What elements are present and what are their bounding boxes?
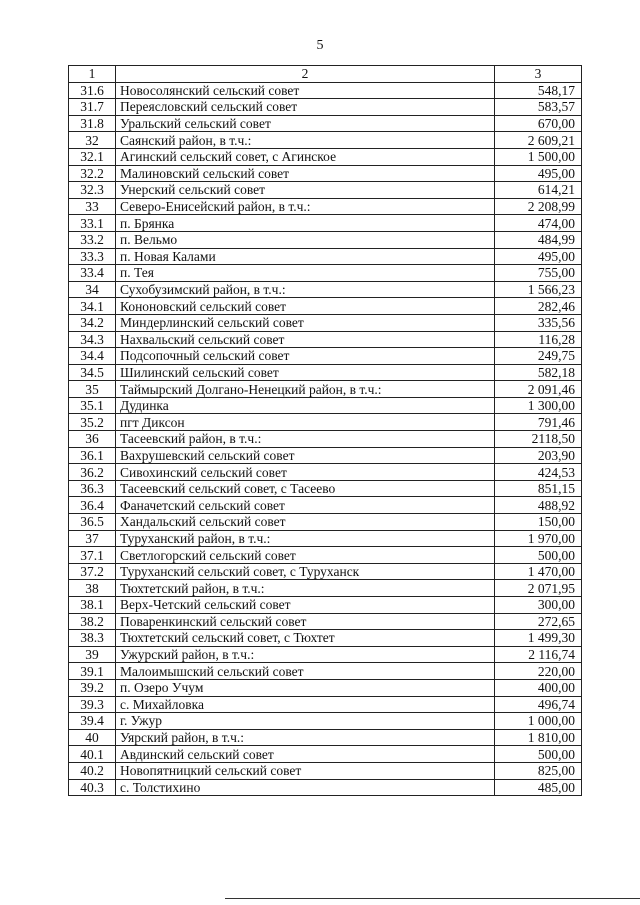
row-name: Авдинский сельский совет <box>116 746 495 763</box>
table-row <box>69 646 582 663</box>
row-value: 496,74 <box>495 696 582 713</box>
row-value: 500,00 <box>495 547 582 564</box>
row-value: 1 970,00 <box>495 530 582 547</box>
row-value: 203,90 <box>495 447 582 464</box>
row-value: 791,46 <box>495 414 582 431</box>
row-name: п. Брянка <box>116 215 495 232</box>
row-name: Фаначетский сельский совет <box>116 497 495 514</box>
table-row <box>69 480 582 497</box>
table-row <box>69 82 582 99</box>
row-value: 1 499,30 <box>495 630 582 647</box>
row-number: 34.5 <box>69 364 116 381</box>
row-number: 38.3 <box>69 630 116 647</box>
row-name: Тасеевский сельский совет, с Тасеево <box>116 480 495 497</box>
row-name: Тюхтетский сельский совет, с Тюхтет <box>116 630 495 647</box>
row-number: 36.5 <box>69 514 116 531</box>
table-row <box>69 115 582 132</box>
row-number: 39.2 <box>69 679 116 696</box>
table-row <box>69 580 582 597</box>
table-row <box>69 397 582 414</box>
row-value: 1 470,00 <box>495 563 582 580</box>
row-name: п. Вельмо <box>116 231 495 248</box>
row-number: 40.3 <box>69 779 116 796</box>
row-value: 272,65 <box>495 613 582 630</box>
table-row <box>69 132 582 149</box>
table-row <box>69 364 582 381</box>
row-value: 1 300,00 <box>495 397 582 414</box>
row-number: 32.2 <box>69 165 116 182</box>
row-number: 34.2 <box>69 314 116 331</box>
row-name: Уральский сельский совет <box>116 115 495 132</box>
row-value: 2 071,95 <box>495 580 582 597</box>
row-name: пгт Диксон <box>116 414 495 431</box>
row-number: 40 <box>69 729 116 746</box>
row-name: Малоимышский сельский совет <box>116 663 495 680</box>
row-name: Новосолянский сельский совет <box>116 82 495 99</box>
table-row <box>69 729 582 746</box>
table-row <box>69 630 582 647</box>
table-row <box>69 314 582 331</box>
table-row <box>69 348 582 365</box>
page-bottom-rule <box>225 898 640 899</box>
table-row <box>69 148 582 165</box>
budget-table <box>68 65 582 796</box>
row-number: 40.2 <box>69 762 116 779</box>
row-value: 474,00 <box>495 215 582 232</box>
row-value: 614,21 <box>495 182 582 199</box>
row-number: 36 <box>69 431 116 448</box>
row-number: 36.1 <box>69 447 116 464</box>
row-name: Тасеевский район, в т.ч.: <box>116 431 495 448</box>
table-row <box>69 165 582 182</box>
table-row <box>69 514 582 531</box>
row-number: 38.2 <box>69 613 116 630</box>
row-name: г. Ужур <box>116 713 495 730</box>
row-value: 1 500,00 <box>495 148 582 165</box>
row-number: 36.3 <box>69 480 116 497</box>
table-row <box>69 547 582 564</box>
row-value: 2 208,99 <box>495 198 582 215</box>
table-row <box>69 431 582 448</box>
row-name: Ужурский район, в т.ч.: <box>116 646 495 663</box>
row-name: Шилинский сельский совет <box>116 364 495 381</box>
table-row <box>69 447 582 464</box>
row-name: Дудинка <box>116 397 495 414</box>
row-number: 38 <box>69 580 116 597</box>
row-value: 2 091,46 <box>495 381 582 398</box>
row-number: 32.3 <box>69 182 116 199</box>
header-col-1: 1 <box>69 66 116 83</box>
row-value: 1 810,00 <box>495 729 582 746</box>
row-value: 335,56 <box>495 314 582 331</box>
row-number: 33.3 <box>69 248 116 265</box>
row-value: 249,75 <box>495 348 582 365</box>
row-name: п. Озеро Учум <box>116 679 495 696</box>
row-name: с. Толстихино <box>116 779 495 796</box>
row-number: 34.4 <box>69 348 116 365</box>
row-name: Хандальский сельский совет <box>116 514 495 531</box>
row-number: 33.2 <box>69 231 116 248</box>
row-value: 424,53 <box>495 464 582 481</box>
table-row <box>69 746 582 763</box>
table-row <box>69 613 582 630</box>
row-value: 116,28 <box>495 331 582 348</box>
row-name: Сухобузимский район, в т.ч.: <box>116 281 495 298</box>
table-row <box>69 779 582 796</box>
row-name: Верх-Четский сельский совет <box>116 597 495 614</box>
row-name: Малиновский сельский совет <box>116 165 495 182</box>
table-row <box>69 414 582 431</box>
row-name: Сивохинский сельский совет <box>116 464 495 481</box>
row-value: 400,00 <box>495 679 582 696</box>
row-number: 33.4 <box>69 265 116 282</box>
row-name: Уярский район, в т.ч.: <box>116 729 495 746</box>
row-value: 150,00 <box>495 514 582 531</box>
row-name: Поваренкинский сельский совет <box>116 613 495 630</box>
row-value: 670,00 <box>495 115 582 132</box>
row-number: 34 <box>69 281 116 298</box>
table-row <box>69 663 582 680</box>
row-name: с. Михайловка <box>116 696 495 713</box>
row-name: Светлогорский сельский совет <box>116 547 495 564</box>
table-row <box>69 563 582 580</box>
row-value: 582,18 <box>495 364 582 381</box>
row-value: 495,00 <box>495 248 582 265</box>
row-name: Северо-Енисейский район, в т.ч.: <box>116 198 495 215</box>
table-row <box>69 713 582 730</box>
table-row <box>69 265 582 282</box>
row-value: 484,99 <box>495 231 582 248</box>
table-row <box>69 679 582 696</box>
row-name: Вахрушевский сельский совет <box>116 447 495 464</box>
row-name: Новопятницкий сельский совет <box>116 762 495 779</box>
row-name: Агинский сельский совет, с Агинское <box>116 148 495 165</box>
row-name: Тюхтетский район, в т.ч.: <box>116 580 495 597</box>
row-name: Унерский сельский совет <box>116 182 495 199</box>
header-col-3: 3 <box>495 66 582 83</box>
table-row <box>69 281 582 298</box>
table-row <box>69 182 582 199</box>
row-value: 2 609,21 <box>495 132 582 149</box>
row-number: 39 <box>69 646 116 663</box>
row-number: 35 <box>69 381 116 398</box>
row-number: 37 <box>69 530 116 547</box>
row-number: 35.2 <box>69 414 116 431</box>
table-row <box>69 231 582 248</box>
row-value: 495,00 <box>495 165 582 182</box>
row-name: Переясловский сельский совет <box>116 99 495 116</box>
table-row <box>69 331 582 348</box>
row-number: 39.1 <box>69 663 116 680</box>
row-number: 40.1 <box>69 746 116 763</box>
row-value: 282,46 <box>495 298 582 315</box>
row-number: 32.1 <box>69 148 116 165</box>
row-number: 39.4 <box>69 713 116 730</box>
table-row <box>69 248 582 265</box>
row-name: п. Тея <box>116 265 495 282</box>
table-row <box>69 497 582 514</box>
row-value: 300,00 <box>495 597 582 614</box>
table-row <box>69 696 582 713</box>
row-number: 34.3 <box>69 331 116 348</box>
row-number: 37.2 <box>69 563 116 580</box>
row-number: 33 <box>69 198 116 215</box>
row-number: 36.2 <box>69 464 116 481</box>
row-name: п. Новая Калами <box>116 248 495 265</box>
table-row <box>69 530 582 547</box>
table-row <box>69 762 582 779</box>
table-row <box>69 198 582 215</box>
table-body <box>69 82 582 796</box>
row-value: 2118,50 <box>495 431 582 448</box>
row-number: 35.1 <box>69 397 116 414</box>
table-row <box>69 215 582 232</box>
row-value: 2 116,74 <box>495 646 582 663</box>
table-row <box>69 464 582 481</box>
row-value: 500,00 <box>495 746 582 763</box>
row-value: 851,15 <box>495 480 582 497</box>
table-header-row <box>69 66 582 83</box>
page-number: 5 <box>316 38 324 53</box>
table-row <box>69 298 582 315</box>
row-number: 32 <box>69 132 116 149</box>
header-col-2: 2 <box>116 66 495 83</box>
row-value: 1 000,00 <box>495 713 582 730</box>
table-row <box>69 597 582 614</box>
row-number: 31.6 <box>69 82 116 99</box>
row-number: 39.3 <box>69 696 116 713</box>
row-number: 36.4 <box>69 497 116 514</box>
row-number: 31.7 <box>69 99 116 116</box>
row-name: Саянский район, в т.ч.: <box>116 132 495 149</box>
row-number: 38.1 <box>69 597 116 614</box>
row-number: 31.8 <box>69 115 116 132</box>
row-value: 825,00 <box>495 762 582 779</box>
row-name: Нахвальский сельский совет <box>116 331 495 348</box>
row-name: Кононовский сельский совет <box>116 298 495 315</box>
table-row <box>69 381 582 398</box>
row-number: 37.1 <box>69 547 116 564</box>
row-value: 220,00 <box>495 663 582 680</box>
row-value: 755,00 <box>495 265 582 282</box>
row-name: Туруханский район, в т.ч.: <box>116 530 495 547</box>
row-name: Туруханский сельский совет, с Туруханск <box>116 563 495 580</box>
row-value: 1 566,23 <box>495 281 582 298</box>
row-name: Подсопочный сельский совет <box>116 348 495 365</box>
row-name: Таймырский Долгано-Ненецкий район, в т.ч.: <box>116 381 495 398</box>
row-number: 33.1 <box>69 215 116 232</box>
table-row <box>69 99 582 116</box>
row-number: 34.1 <box>69 298 116 315</box>
row-value: 485,00 <box>495 779 582 796</box>
row-value: 548,17 <box>495 82 582 99</box>
row-value: 488,92 <box>495 497 582 514</box>
row-name: Миндерлинский сельский совет <box>116 314 495 331</box>
row-value: 583,57 <box>495 99 582 116</box>
